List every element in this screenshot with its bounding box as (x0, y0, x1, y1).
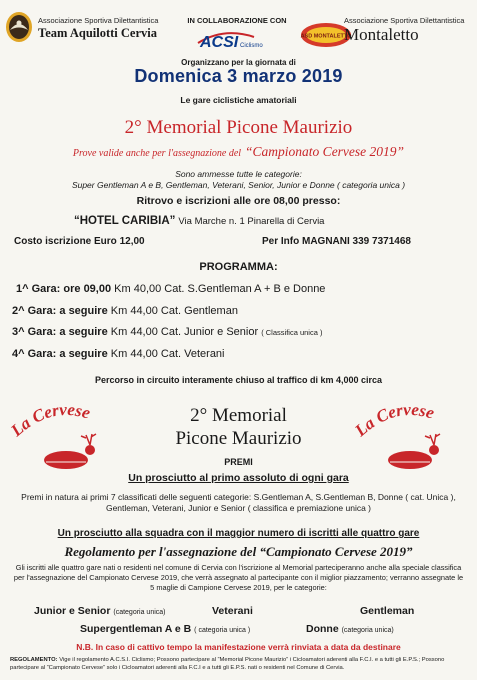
championship-name: “Campionato Cervese 2019” (245, 144, 405, 159)
categories-list: Super Gentleman A e B, Gentleman, Veterani, Senior, Junior e Donne ( categoria unica ) (71, 180, 406, 190)
race-details: Km 44,00 Cat. Veterani (110, 348, 225, 360)
race-details: Km 40,00 Cat. S.Gentleman A + B e Donne (114, 283, 326, 295)
regulation-title: Regolamento per l'assegnazione del “Campionato Cervese 2019” (64, 544, 413, 559)
acsi-logo (194, 29, 266, 51)
left-assoc-label: Associazione Sportiva Dilettantistica (38, 16, 159, 25)
ham-prize-winner: Un prosciutto al primo assoluto di ogni gara (128, 472, 349, 484)
weather-notice: N.B. In caso di cattivo tempo la manifestazione verrà rinviata a data da destinare (76, 642, 401, 652)
acsi-logo-subtext: Ciclismo (240, 43, 263, 49)
category-supergentleman (80, 623, 250, 635)
race-item (16, 283, 325, 295)
left-association (38, 14, 158, 40)
la-cervese-logo-text: La Cervese (7, 399, 93, 441)
hotel-address: Via Marche n. 1 Pinarella di Cervia (178, 216, 325, 227)
collab-text: IN COLLABORAZIONE CON (187, 16, 287, 25)
regulation-footer (10, 656, 469, 672)
montaletto-logo-text: ASD MONTALETTO (300, 33, 352, 40)
course-description: Percorso in circuito interamente chiuso al traffico di km 4,000 circa (94, 375, 383, 385)
championship-note-text: Prove valide anche per l'assegnazione del (72, 148, 242, 159)
championship-note (0, 143, 477, 161)
race-item (12, 326, 322, 338)
regulation-footer-label: REGOLAMENTO: (10, 657, 58, 663)
race-item (12, 348, 225, 360)
right-assoc-label: Associazione Sportiva Dilettantistica (344, 16, 465, 25)
category-note: (categoria unica) (341, 627, 394, 634)
acsi-logo-text: ACSI (200, 34, 239, 51)
organize-text: Organizzano per la giornata di (181, 58, 296, 67)
category-gentleman (360, 605, 414, 617)
race-label: 1^ Gara: ore 09,00 (16, 283, 112, 295)
category-name: Veterani (212, 605, 253, 617)
race-label: 3^ Gara: a seguire (12, 326, 108, 338)
race-label: 2^ Gara: a seguire (12, 305, 108, 317)
memorial-line-1: 2° Memorial (190, 405, 287, 426)
race-item (12, 305, 238, 317)
entry-fee: Costo iscrizione Euro 12,00 (14, 236, 145, 247)
race-details: Km 44,00 Cat. Gentleman (110, 305, 238, 317)
category-note: (categoria unica) (113, 609, 166, 616)
category-name: Donne (306, 623, 339, 635)
right-team-name: Montaletto (344, 25, 419, 44)
category-veterani (212, 605, 253, 617)
regulation-text: Gli iscritti alle quattro gare nati o residenti nel comune di Cervia con l'iscrizione al Memorial parteciperanno anche alla speciale classifica per l'assegnazione del Campionato Cervese 2019, che verrà assegnato al partecipante con il miglior piazzamento; verranno assegnate le 5 maglie di Campione Cervese 2019, per le categorie: (13, 563, 464, 592)
category-name: Supergentleman A e B (80, 623, 192, 635)
hotel-location (74, 211, 324, 229)
meeting-time: Ritrovo e iscrizioni alle ore 08,00 presso: (136, 195, 341, 207)
memorial-line-2: Picone Maurizio (175, 428, 302, 449)
left-team-name: Team Aquilotti Cervia (38, 26, 157, 40)
collaboration-label (178, 16, 296, 25)
categories-heading: Sono ammesse tutte le categorie: (175, 169, 302, 179)
la-cervese-logo-text: La Cervese (351, 399, 437, 441)
header (0, 6, 477, 50)
race-note: ( Classifica unica ) (261, 328, 323, 337)
regulation-footer-text: Vige il regolamento A.C.S.I. Ciclismo; Possono partecipare al “Memorial Picone Maurizio” i Cicloamatori aderenti alla F.C.I. e a tutti gli E.P.S.; Possono partecipare al “Campionato Cervese” solo i Cicloamatori aderenti alla F.C.I e a tutti gli E.P.S. nati o residenti nel Comune di Cervia. (10, 657, 445, 671)
category-note: ( categoria unica ) (194, 627, 251, 634)
races-label: Le gare ciclistiche amatoriali (180, 95, 297, 105)
right-association (344, 14, 464, 42)
event-date: Domenica 3 marzo 2019 (134, 66, 343, 86)
category-name: Junior e Senior (34, 605, 111, 617)
prizes-in-kind: Premi in natura ai primi 7 classificati delle seguenti categorie: S.Gentleman A, S.Gentleman B, Donne ( cat. Unica ), Gentleman, Veterani, Junior e Senior ( classifica e premiazione unica ) (21, 492, 456, 513)
prizes-title: PREMI (224, 457, 253, 467)
hotel-name: “HOTEL CARIBIA” (74, 215, 176, 227)
category-junior-senior (34, 605, 166, 617)
program-title: PROGRAMMA: (199, 261, 278, 273)
contact-info: Per Info MAGNANI 339 7371468 (262, 236, 411, 247)
category-donne (306, 623, 394, 635)
categories-admitted (0, 169, 477, 191)
race-label: 4^ Gara: a seguire (12, 348, 108, 360)
ham-prize-team: Un prosciutto alla squadra con il maggior numero di iscritti alle quattro gare (57, 528, 420, 539)
category-name: Gentleman (360, 605, 415, 617)
race-details: Km 44,00 Cat. Junior e Senior (110, 326, 259, 338)
memorial-title: 2° Memorial Picone Maurizio (124, 117, 353, 138)
eagle-logo-icon (4, 10, 34, 44)
